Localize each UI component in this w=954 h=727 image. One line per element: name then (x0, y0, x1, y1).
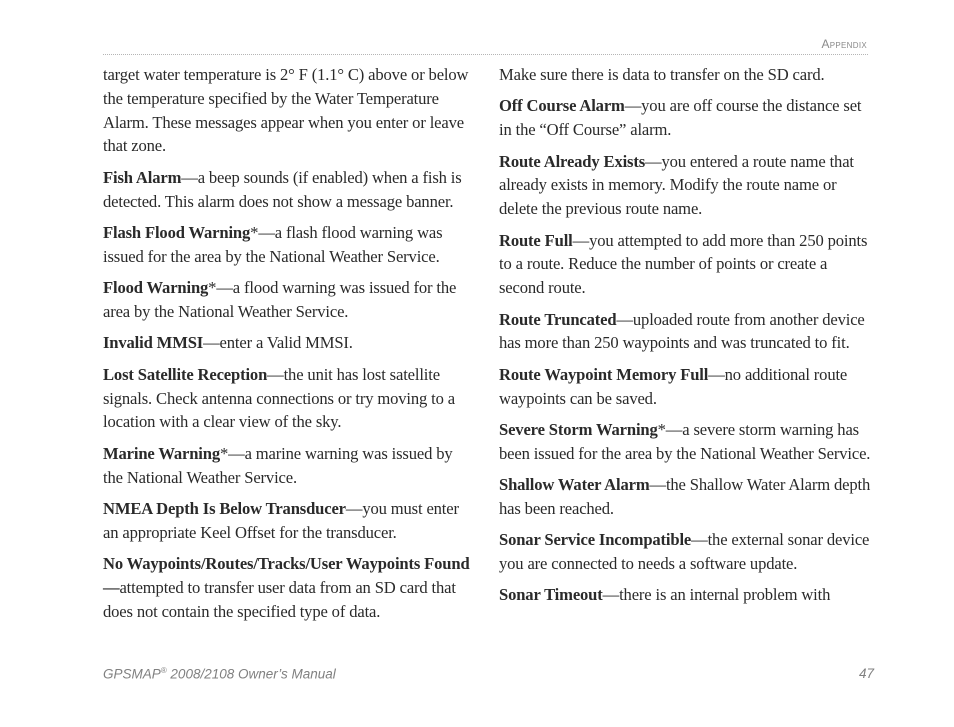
alarm-term: Sonar Timeout (499, 585, 603, 605)
alarm-entry (499, 363, 871, 411)
alarm-description: —uploaded route from another device has more than 250 waypoints and was truncated to fit. (499, 309, 865, 353)
alarm-entry (499, 308, 871, 356)
alarm-entry (499, 63, 871, 87)
alarm-description: —there is an internal problem with (602, 585, 831, 605)
alarm-description: —the external sonar device you are connected to needs a software update. (499, 530, 870, 574)
alarm-term: Invalid MMSI (103, 333, 204, 353)
registered-mark: ® (160, 666, 167, 675)
alarm-entry (103, 442, 475, 490)
alarm-term-suffix: * (250, 222, 259, 242)
alarm-description: —a beep sounds (if enabled) when a fish is detected. This alarm does not show a message banner. (103, 167, 462, 211)
manual-title (103, 666, 336, 682)
alarm-entry (103, 221, 475, 269)
alarm-entry (499, 583, 871, 607)
alarm-term: Off Course Alarm (499, 96, 625, 116)
alarm-term: Route Truncated (499, 309, 617, 329)
alarm-description: —a flood warning was issued for the area by the National Weather Service. (103, 278, 457, 321)
manual-name: 2008/2108 Owner’s Manual (166, 666, 336, 682)
alarm-term: NMEA Depth Is Below Transducer (103, 498, 346, 518)
alarm-description: —a flash flood warning was issued for the area by the National Weather Service. (103, 222, 443, 266)
alarm-entry (103, 363, 475, 434)
alarm-description: —a marine warning was issued by the National Weather Service. (103, 443, 453, 487)
alarm-term: No Waypoints/Routes/Tracks/User Waypoints Found— (103, 554, 470, 597)
alarm-description: Make sure there is data to transfer on the SD card. (499, 65, 825, 84)
alarm-entry (499, 473, 871, 521)
alarm-term: Lost Satellite Reception (103, 364, 268, 384)
alarm-entry (103, 276, 475, 324)
alarm-entry (499, 94, 871, 142)
right-column (499, 63, 871, 615)
alarm-description: —you attempted to add more than 250 points to a route. Reduce the number of points or create a second route. (499, 230, 868, 298)
alarm-term: Route Full (499, 230, 573, 250)
header-divider (103, 54, 868, 55)
alarm-term: Sonar Service Incompatible (499, 530, 692, 550)
alarm-description: —no additional route waypoints can be saved. (499, 364, 848, 408)
section-label: Appendix (821, 37, 867, 51)
alarm-description: target water temperature is 2° F (1.1° C) above or below the temperature specified by the Water Temperature Alarm. These messages appear when you enter or leave that zone. (103, 65, 469, 156)
alarm-description: —a severe storm warning has been issued for the area by the National Weather Service. (499, 419, 871, 463)
alarm-description: —you must enter an appropriate Keel Offset for the transducer. (103, 498, 459, 542)
alarm-description: —the Shallow Water Alarm depth has been reached. (499, 475, 871, 518)
alarm-term: Severe Storm Warning (499, 419, 658, 439)
alarm-term: Marine Warning (103, 443, 220, 463)
alarm-term: Route Waypoint Memory Full (499, 364, 709, 384)
alarm-term-suffix: * (208, 278, 217, 298)
alarm-entry (103, 552, 475, 623)
alarm-term-suffix: * (657, 419, 666, 439)
alarm-entry (499, 418, 871, 466)
alarm-term: Flash Flood Warning (103, 222, 251, 242)
alarm-description: —enter a Valid MMSI. (203, 333, 353, 353)
alarm-entry (499, 150, 871, 221)
alarm-description: —the unit has lost satellite signals. Check antenna connections or try moving to a location with a clear view of the sky. (103, 364, 455, 432)
alarm-term-suffix: * (219, 443, 229, 463)
page-number: 47 (858, 666, 874, 681)
alarm-entry (103, 63, 475, 158)
alarm-term: Fish Alarm (103, 167, 182, 187)
alarm-description: —you entered a route name that already exists in memory. Modify the route name or delete the previous route name. (499, 151, 854, 219)
alarm-term: Route Already Exists (499, 151, 646, 171)
product-name: GPSMAP (103, 666, 161, 682)
alarm-entry (103, 166, 475, 214)
alarm-description: attempted to transfer user data from an SD card that does not contain the specified type of data. (103, 577, 456, 621)
alarm-entry (499, 229, 871, 300)
alarm-entry (499, 528, 871, 576)
alarm-description: —you are off course the distance set in the “Off Course” alarm. (499, 96, 862, 140)
alarm-term: Shallow Water Alarm (499, 475, 650, 495)
alarm-entry (103, 497, 475, 545)
alarm-term: Flood Warning (103, 278, 209, 298)
alarm-entry (103, 331, 475, 355)
left-column (103, 63, 475, 631)
